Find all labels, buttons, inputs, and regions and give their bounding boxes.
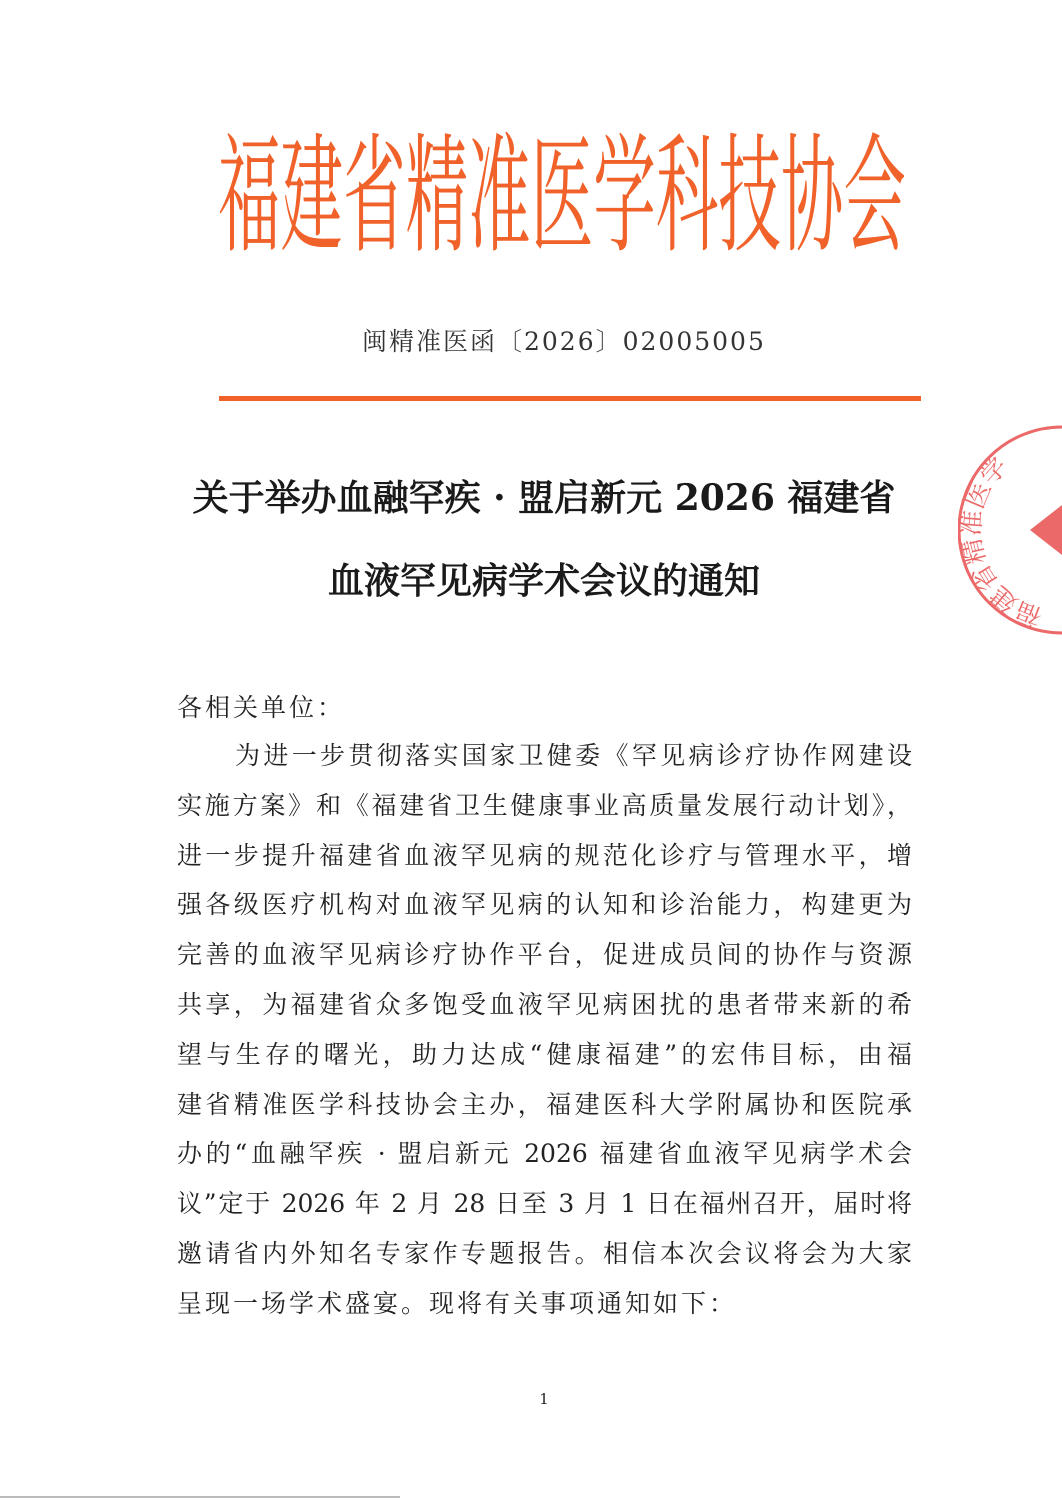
header-divider: [219, 396, 921, 401]
scan-edge-line: [0, 1496, 400, 1498]
document-number: 闽精准医函〔2026〕02005005: [362, 327, 766, 356]
notice-body: [177, 738, 912, 1336]
seal-text-path: 福建省精准医学: [958, 451, 1047, 633]
body-line: 望与生存的曙光，助力达成“健康福建”的宏伟目标，由福: [177, 1039, 912, 1069]
organization-letterhead: [218, 112, 908, 262]
body-line: 为进一步贯彻落实国家卫健委《罕见病诊疗协作网建设: [235, 741, 912, 770]
body-line: 呈现一场学术盛宴。现将有关事项通知如下：: [177, 1288, 738, 1318]
body-line: 完善的血液罕见病诊疗协作平台，促进成员间的协作与资源: [177, 940, 912, 970]
organization-name: 福建省精准医学科技协会: [218, 122, 906, 262]
body-line: 议”定于 2026 年 2 月 28 日至 3 月 1 日在福州召开，届时将: [177, 1189, 912, 1219]
greeting: 各相关单位：: [177, 693, 346, 722]
body-line: 邀请省内外知名专家作专题报告。相信本次会议将会为大家: [177, 1238, 912, 1268]
body-line: 建省精准医学科技协会主办，福建医科大学附属协和医院承: [177, 1089, 912, 1119]
body-line: 共享，为福建省众多饱受血液罕见病困扰的患者带来新的希: [177, 989, 912, 1019]
page-number: 1: [539, 1390, 549, 1408]
body-line: 实施方案》和《福建省卫生健康事业高质量发展行动计划》，: [177, 790, 912, 820]
notice-title-line-2: 血液罕见病学术会议的通知: [327, 560, 760, 602]
notice-title-line-1: 关于举办血融罕疾 · 盟启新元 2026 福建省: [192, 477, 896, 519]
body-line: 进一步提升福建省血液罕见病的规范化诊疗与管理水平，增: [177, 840, 912, 870]
official-seal: [958, 420, 1062, 640]
body-line: 强各级医疗机构对血液罕见病的认知和诊治能力，构建更为: [177, 890, 912, 920]
body-line: 办的“血融罕疾 · 盟启新元 2026 福建省血液罕见病学术会: [177, 1139, 912, 1169]
